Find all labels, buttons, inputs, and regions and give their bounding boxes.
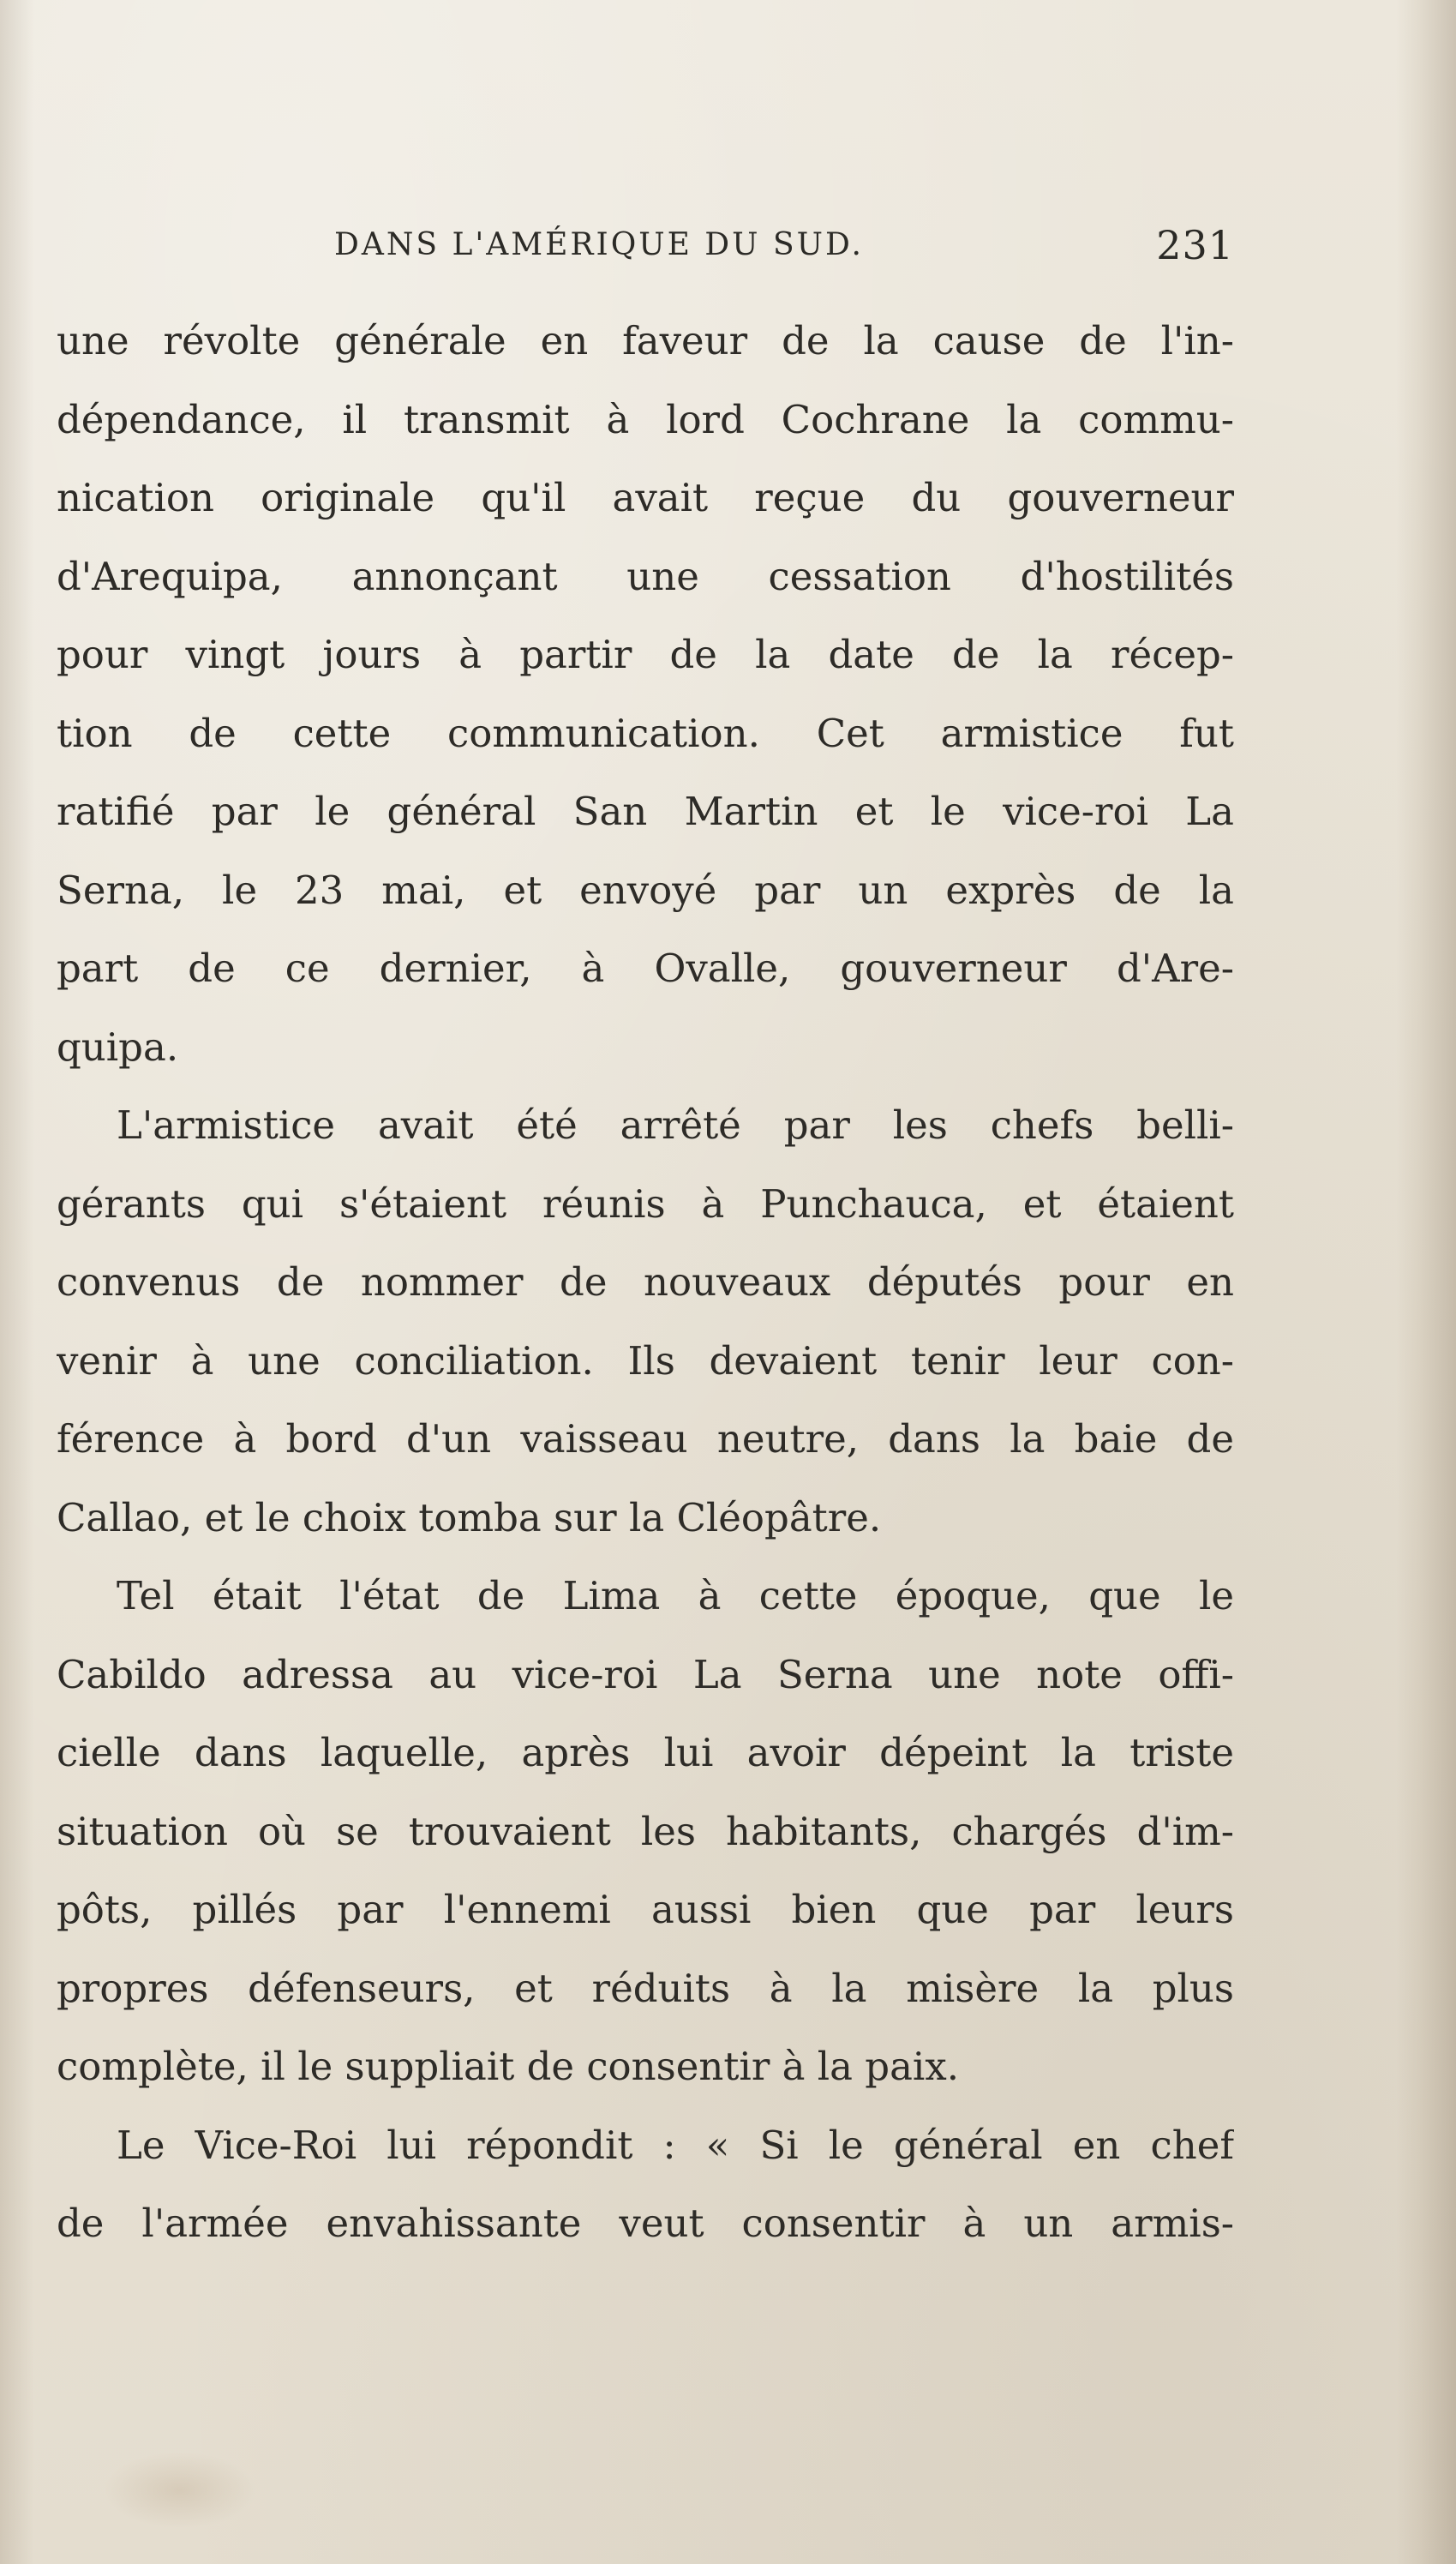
text-line: convenus de nommer de nouveaux députés pour en — [57, 1259, 1234, 1305]
body-text — [57, 302, 1234, 2263]
text-line: férence à bord d'un vaisseau neutre, dans la baie de — [57, 1416, 1234, 1462]
paper-stain — [103, 2452, 257, 2529]
text-line: tion de cette communication. Cet armistice fut — [57, 710, 1234, 756]
text-line: Callao, et le choix tomba sur la Cléopâtre. — [57, 1494, 882, 1540]
text-line: ratifié par le général San Martin et le vice-roi La — [57, 789, 1234, 834]
text-line: Cabildo adressa au vice-roi La Serna une note offi- — [57, 1651, 1234, 1697]
text-line: venir à une conciliation. Ils devaient tenir leur con- — [57, 1337, 1234, 1384]
text-line: quipa. — [57, 1024, 179, 1070]
text-line: complète, il le suppliait de consentir à la paix. — [57, 2044, 959, 2089]
text-line: L'armistice avait été arrêté par les chefs belli- — [117, 1102, 1234, 1148]
running-head — [60, 222, 1234, 279]
text-line: propres défenseurs, et réduits à la misère la plus — [57, 1965, 1234, 2011]
text-line: gérants qui s'étaient réunis à Punchauca, et étaient — [57, 1180, 1234, 1227]
page-number: 231 — [1156, 222, 1234, 268]
text-line: situation où se trouvaient les habitants, chargés d'im- — [57, 1808, 1234, 1854]
text-line: dépendance, il transmit à lord Cochrane la commu- — [57, 396, 1234, 442]
text-line: d'Arequipa, annonçant une cessation d'hostilités — [57, 553, 1234, 599]
text-line: pour vingt jours à partir de la date de la récep- — [57, 632, 1234, 677]
text-line: Serna, le 23 mai, et envoyé par un exprès de la — [57, 867, 1234, 913]
text-line: une révolte générale en faveur de la cause de l'in- — [57, 318, 1234, 363]
text-line: cielle dans laquelle, après lui avoir dépeint la triste — [57, 1730, 1234, 1775]
page-gutter-shadow — [0, 0, 34, 2564]
text-line: part de ce dernier, à Ovalle, gouverneur d'Are- — [57, 946, 1234, 991]
running-head-title: DANS L'AMÉRIQUE DU SUD. — [334, 227, 864, 262]
text-line: Tel était l'état de Lima à cette époque, que le — [117, 1573, 1234, 1618]
text-line: nication originale qu'il avait reçue du gouverneur — [57, 475, 1234, 520]
page-edge-shadow — [1396, 0, 1456, 2564]
text-line: de l'armée envahissante veut consentir à un armis- — [57, 2201, 1234, 2246]
text-line: pôts, pillés par l'ennemi aussi bien que par leurs — [57, 1887, 1234, 1932]
text-line: Le Vice-Roi lui répondit : « Si le général en chef — [117, 2122, 1234, 2168]
